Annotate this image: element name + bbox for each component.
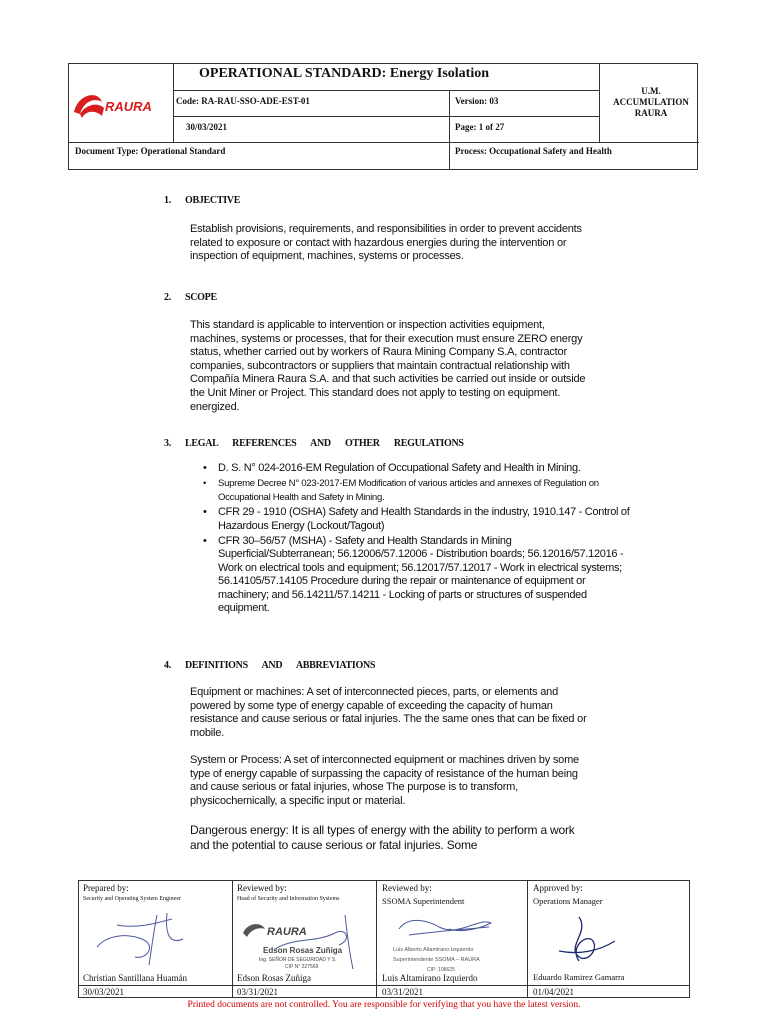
- unit-line: RAURA: [634, 108, 668, 118]
- paragraph: System or Process: A set of interconnected equipment or machines driven by some type of energy capable of surpassing the capacity of resistance of the human being and cause serious or fatal injuries, whose The purpose is to transform, physicochemically, a specific input or material.: [190, 754, 579, 807]
- section-heading-scope: [164, 292, 217, 303]
- signature-scribble: [87, 905, 197, 969]
- stamp-title: Ing. SEÑOR DE SEGURIDAD Y S.: [259, 957, 337, 963]
- stamp-cip: CIP: 108625: [427, 967, 455, 973]
- sig-role: SSOMA Superintendent: [382, 896, 465, 906]
- definition-system: [190, 754, 590, 808]
- unit-line: ACCUMULATION: [613, 97, 689, 107]
- section-title: LEGAL REFERENCES AND OTHER REGULATIONS: [185, 438, 464, 449]
- paragraph: Dangerous energy: It is all types of energy with the ability to perform a work and the potential to cause serious or fatal injuries. Some: [190, 823, 575, 852]
- section-number: 3.: [164, 438, 171, 449]
- section-heading-objective: [164, 195, 240, 206]
- list-item: • D. S. N° 024-2016-EM Regulation of Occupational Safety and Health in Mining.: [190, 462, 630, 475]
- ssoma-stamp: [379, 907, 523, 983]
- signer-name: Luis Altamirano Izquierdo: [382, 973, 478, 983]
- page-number: Page: 1 of 27: [455, 122, 505, 132]
- header-divider: [449, 90, 450, 170]
- section-title: OBJECTIVE: [185, 195, 241, 206]
- sig-label: Reviewed by:: [237, 883, 287, 893]
- signer-name: Eduardo Ramirez Gamarra: [533, 972, 625, 982]
- document-code: Code: RA-RAU-SSO-ADE-EST-01: [176, 96, 310, 106]
- section-title: SCOPE: [185, 292, 217, 303]
- document-version: Version: 03: [455, 96, 499, 106]
- section-number: 4.: [164, 660, 171, 671]
- sign-date: 03/31/2021: [237, 987, 279, 997]
- header-divider: [69, 142, 699, 143]
- sig-divider: [527, 881, 528, 997]
- signer-name: Edson Rosas Zuñiga: [237, 973, 311, 983]
- signature-table: [78, 880, 690, 998]
- signer-name: Christian Santillana Huamán: [83, 973, 187, 983]
- objective-text: [190, 223, 590, 264]
- sign-date: 01/04/2021: [533, 987, 575, 997]
- sig-divider: [376, 881, 377, 997]
- unit-line: U.M.: [641, 86, 661, 96]
- header-divider: [173, 64, 174, 142]
- section-number: 1.: [164, 195, 171, 206]
- sig-role: Head of Security and Information Systems: [237, 896, 340, 902]
- header-table: [68, 63, 698, 170]
- sig-divider: [79, 985, 689, 986]
- scope-text: [190, 319, 590, 414]
- sig-divider: [232, 881, 233, 997]
- document-title: OPERATIONAL STANDARD: Energy Isolation: [199, 66, 490, 81]
- section-title: DEFINITIONS AND ABBREVIATIONS: [185, 660, 376, 671]
- mining-unit: [601, 86, 701, 119]
- header-divider: [599, 64, 600, 142]
- document-date: 30/03/2021: [186, 122, 228, 132]
- document-process: Process: Occupational Safety and Health: [455, 146, 612, 156]
- paragraph: Establish provisions, requirements, and responsibilities in order to prevent accidents related to exposure or contact with hazardous energies during the intervention or inspection of equipment, machines, systems or processes.: [190, 223, 582, 263]
- sig-label: Reviewed by:: [382, 883, 432, 893]
- stamp-wordmark: RAURA: [267, 926, 307, 938]
- logo-wordmark: RAURA: [105, 99, 152, 114]
- legal-references-list: [190, 462, 630, 617]
- sig-label: Approved by:: [533, 883, 583, 893]
- signature-scribble: [549, 911, 629, 971]
- stamp-name: Luis Alberto Altamirano Izquierdo: [393, 947, 474, 953]
- section-number: 2.: [164, 292, 171, 303]
- list-item: • Supreme Decree N° 023-2017-EM Modification of various articles and annexes of Regulation on Occupational Health and Safety in Mining.: [190, 477, 630, 504]
- sign-date: 03/31/2021: [382, 987, 424, 997]
- section-heading-definitions: [164, 660, 375, 671]
- section-heading-legal: [164, 438, 464, 449]
- uncontrolled-copy-notice: Printed documents are not controlled. You are responsible for verifying that you have the latest version.: [187, 1000, 581, 1010]
- definition-dangerous-energy: [190, 823, 590, 852]
- document-type: Document Type: Operational Standard: [75, 146, 226, 156]
- sig-label: Prepared by:: [83, 883, 129, 893]
- stamp-title: Superintendente SSOMA – RAURA: [393, 957, 480, 963]
- header-divider: [173, 116, 599, 117]
- list-item: • CFR 30–56/57 (MSHA) - Safety and Health Standards in Mining Superficial/Subterranean; 56.12006/57.12006 - Distribution boards; 56.12016/57.12016 - Work on electrical tools and equipment; 56.12017/57.12017 - Work in electrical systems; 56.14105/57.14105 Procedure during the repair or maintenance of equipment or machinery; and 56.14211/57.14211 - Locking of parts or structures of suspended equipment.: [190, 535, 630, 615]
- paragraph: Equipment or machines: A set of interconnected pieces, parts, or elements and powered by some type of energy capable of exceeding the capacity of human resistance and cause serious or fatal injuries. The the same ones that can be fixed or mobile.: [190, 686, 587, 739]
- sig-role: Operations Manager: [533, 896, 603, 906]
- sig-role: Security and Operating System Engineer: [83, 896, 181, 902]
- header-divider: [173, 90, 599, 91]
- raura-stamp: [235, 903, 371, 973]
- stamp-cip: CIP N° 227569: [285, 964, 319, 970]
- paragraph: This standard is applicable to intervention or inspection activities equipment, machines, systems or processes, that for their execution must ensure ZERO energy status, whether carried out by workers of Raura Mining Company S.A, contractor companies, subcontractors or suppliers that maintain contractual relationship with Compañía Minera Raura S.A. and that such activities be carried out inside or outside the Unit Miner or Project. This standard does not apply to testing on equipment. energized.: [190, 319, 586, 413]
- list-item: • CFR 29 - 1910 (OSHA) Safety and Health Standards in the industry, 1910.147 - Control of Hazardous Energy (Lockout/Tagout): [190, 506, 630, 533]
- raura-logo: [72, 84, 172, 124]
- sign-date: 30/03/2021: [83, 987, 125, 997]
- definition-equipment: [190, 686, 590, 740]
- stamp-name: Edson Rosas Zuñiga: [263, 946, 343, 955]
